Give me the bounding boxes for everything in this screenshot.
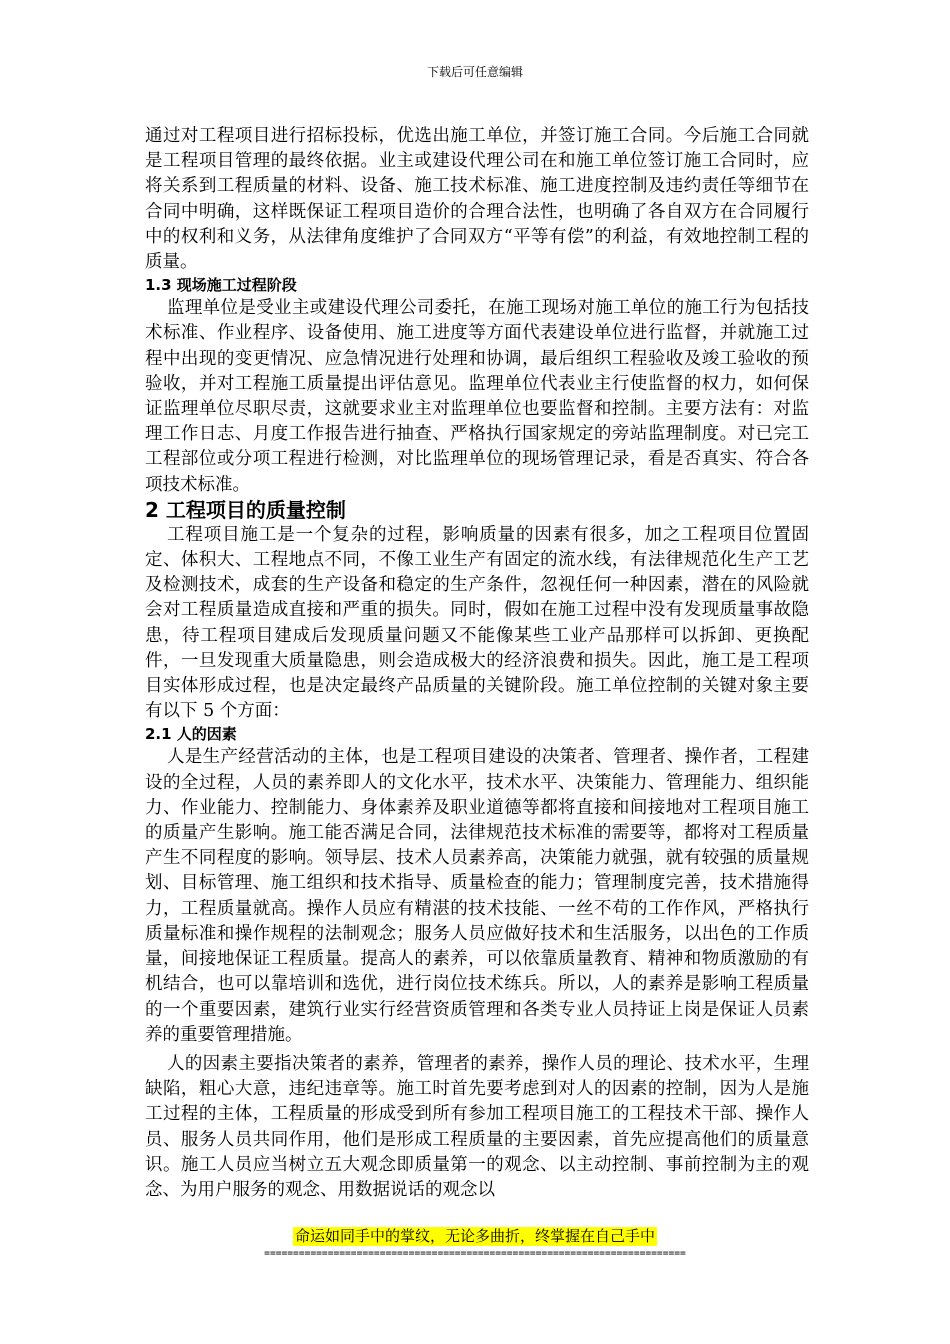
paragraph-contract: 通过对工程项目进行招标投标，优选出施工单位，并签订施工合同。今后施工合同就是工程项目管理的最终依据。业主或建设代理公司在和施工单位签订施工合同时，应将关系到工程质量的材料、设备、施工技术标准、施工进度控制及违约责任等细节在合同中明确，这样既保证工程项目造价的合理合法性，也明确了各自双方在合同履行中的权利和义务，从法律角度维护了合同双方“平等有偿”的利益，有效地控制工程的质量。 (145, 126, 809, 273)
footer-rule: ========================================================================= (264, 1248, 686, 1259)
heading-2: 2 工程项目的质量控制 (145, 497, 346, 522)
heading-1-3: 1.3 现场施工过程阶段 (145, 276, 297, 295)
paragraph-quality-control: 工程项目施工是一个复杂的过程，影响质量的因素有很多，加之工程项目位置固定、体积大、工程地点不同，不像工业生产有固定的流水线，有法律规范化生产工艺及检测技术，成套的生产设备和稳定的生产条件，忽视任何一种因素，潜在的风险就会对工程质量造成直接和严重的损失。同时，假如在施工过程中没有发现质量事故隐患，待工程项目建成后发现质量问题又不能像某些工业产品那样可以拆卸、更换配件，一旦发现重大质量隐患，则会造成极大的经济浪费和损失。因此，施工是工程项目实体形成过程，也是决定最终产品质量的关键阶段。施工单位控制的关键对象主要有以下 5 个方面： (145, 524, 809, 722)
footer-motto: 命运如同手中的掌纹，无论多曲折，终掌握在自己手中 (294, 1227, 655, 1245)
paragraph-human-factor-detail: 人的因素主要指决策者的素养，管理者的素养，操作人员的理论、技术水平，生理缺陷，粗心大意，违纪违章等。施工时首先要考虑到对人的因素的控制，因为人是施工过程的主体，工程质量的形成受到所有参加工程项目施工的工程技术干部、操作人员、服务人员共同作用，他们是形成工程质量的主要因素，首先应提高他们的质量意识。施工人员应当树立五大观念即质量第一的观念、以主动控制、事前控制为主的观念、为用户服务的观念、用数据说话的观念以 (145, 1053, 809, 1200)
paragraph-supervision: 监理单位是受业主或建设代理公司委托，在施工现场对施工单位的施工行为包括技术标准、作业程序、设备使用、施工进度等方面代表建设单位进行监督，并就施工过程中出现的变更情况、应急情况进行处理和协调，最后组织工程验收及竣工验收的预验收，并对工程施工质量提出评估意见。监理单位代表业主行使监督的权力，如何保证监理单位尽职尽责，这就要求业主对监理单位也要监督和控制。主要方法有：对监理工作日志、月度工作报告进行抽查、严格执行国家规定的旁站监理制度。对已完工工程部位或分项工程进行检测，对比监理单位的现场管理记录，看是否真实、符合各项技术标准。 (145, 298, 809, 495)
header-note: 下载后可任意编辑 (426, 65, 523, 79)
paragraph-human-factor: 人是生产经营活动的主体，也是工程项目建设的决策者、管理者、操作者，工程建设的全过程，人员的素养即人的文化水平，技术水平、决策能力、管理能力、组织能力、作业能力、控制能力、身体素养及职业道德等都将直接和间接地对工程项目施工的质量产生影响。施工能否满足合同，法律规范技术标准的需要等，都将对工程质量产生不同程度的影响。领导层、技术人员素养高，决策能力就强，就有较强的质量规划、目标管理、施工组织和技术指导、质量检查的能力；管理制度完善，技术措施得力，工程质量就高。操作人员应有精湛的技术技能、一丝不苟的工作作风，严格执行质量标准和操作规程的法制观念；服务人员应做好技术和生活服务，以出色的工作质量，间接地保证工程质量。提高人的素养，可以依靠质量教育、精神和物质激励的有机结合，也可以靠培训和选优，进行岗位技术练兵。所以，人的素养是影响工程质量的一个重要因素，建筑行业实行经营资质管理和各类专业人员持证上岗是保证人员素养的重要管理措施。 (145, 747, 809, 1045)
heading-2-1: 2.1 人的因素 (145, 725, 237, 744)
document-body (145, 124, 809, 1203)
footer (0, 1226, 950, 1246)
